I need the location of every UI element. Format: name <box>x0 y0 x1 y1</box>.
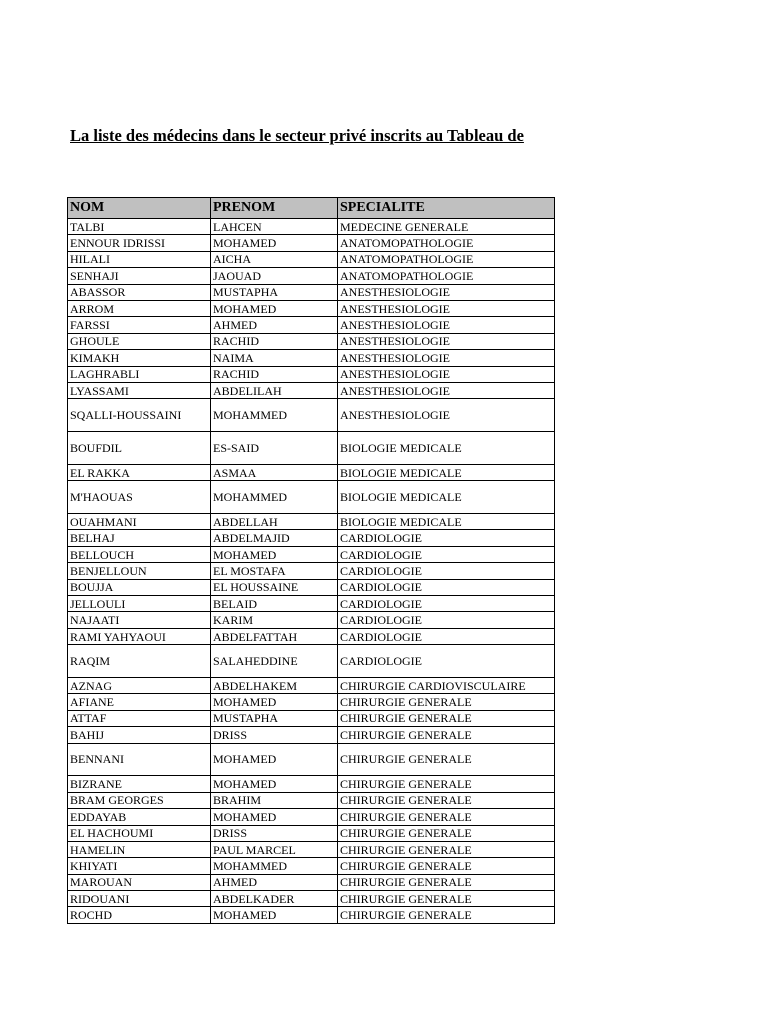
cell-specialite: ANATOMOPATHOLOGIE <box>338 268 555 284</box>
cell-nom: TALBI <box>68 219 211 235</box>
cell-prenom: ES-SAID <box>211 432 338 465</box>
cell-nom: SENHAJI <box>68 268 211 284</box>
table-row <box>68 874 555 890</box>
cell-specialite: ANESTHESIOLOGIE <box>338 333 555 349</box>
cell-specialite: CHIRURGIE GENERALE <box>338 825 555 841</box>
cell-specialite: CHIRURGIE GENERALE <box>338 727 555 743</box>
cell-nom: ABASSOR <box>68 284 211 300</box>
cell-nom: AZNAG <box>68 678 211 694</box>
cell-nom: NAJAATI <box>68 612 211 628</box>
cell-prenom: MOHAMED <box>211 694 338 710</box>
table-row <box>68 514 555 530</box>
cell-specialite: BIOLOGIE MEDICALE <box>338 464 555 480</box>
cell-prenom: ASMAA <box>211 464 338 480</box>
cell-specialite: CHIRURGIE GENERALE <box>338 743 555 776</box>
cell-prenom: PAUL MARCEL <box>211 841 338 857</box>
cell-specialite: CHIRURGIE GENERALE <box>338 891 555 907</box>
table-row <box>68 317 555 333</box>
cell-nom: LAGHRABLI <box>68 366 211 382</box>
table-row <box>68 628 555 644</box>
cell-nom: LYASSAMI <box>68 382 211 398</box>
cell-nom: SQALLI-HOUSSAINI <box>68 399 211 432</box>
table-row <box>68 366 555 382</box>
cell-specialite: ANESTHESIOLOGIE <box>338 317 555 333</box>
table-row <box>68 579 555 595</box>
cell-specialite: BIOLOGIE MEDICALE <box>338 514 555 530</box>
cell-specialite: ANESTHESIOLOGIE <box>338 350 555 366</box>
cell-nom: OUAHMANI <box>68 514 211 530</box>
cell-specialite: BIOLOGIE MEDICALE <box>338 481 555 514</box>
cell-specialite: ANESTHESIOLOGIE <box>338 399 555 432</box>
cell-specialite: CARDIOLOGIE <box>338 530 555 546</box>
cell-specialite: CHIRURGIE GENERALE <box>338 907 555 923</box>
cell-specialite: CHIRURGIE GENERALE <box>338 874 555 890</box>
table-body <box>68 219 555 924</box>
cell-prenom: ABDELHAKEM <box>211 678 338 694</box>
table-row <box>68 710 555 726</box>
cell-prenom: RACHID <box>211 333 338 349</box>
table-header-row <box>68 198 555 219</box>
cell-prenom: AICHA <box>211 251 338 267</box>
cell-nom: AFIANE <box>68 694 211 710</box>
cell-specialite: CHIRURGIE GENERALE <box>338 792 555 808</box>
cell-prenom: MOHAMED <box>211 743 338 776</box>
table-row <box>68 333 555 349</box>
table-row <box>68 792 555 808</box>
table-row <box>68 743 555 776</box>
cell-nom: FARSSI <box>68 317 211 333</box>
cell-specialite: CARDIOLOGIE <box>338 546 555 562</box>
table-row <box>68 596 555 612</box>
cell-prenom: SALAHEDDINE <box>211 645 338 678</box>
cell-prenom: MOHAMMED <box>211 858 338 874</box>
cell-nom: BENJELLOUN <box>68 563 211 579</box>
table-row <box>68 268 555 284</box>
cell-nom: EL HACHOUMI <box>68 825 211 841</box>
cell-nom: ROCHD <box>68 907 211 923</box>
table-row <box>68 809 555 825</box>
cell-nom: KIMAKH <box>68 350 211 366</box>
cell-prenom: ABDELMAJID <box>211 530 338 546</box>
cell-nom: RAQIM <box>68 645 211 678</box>
table-row <box>68 432 555 465</box>
table-row <box>68 350 555 366</box>
cell-nom: MAROUAN <box>68 874 211 890</box>
cell-prenom: DRISS <box>211 727 338 743</box>
cell-nom: GHOULE <box>68 333 211 349</box>
doctors-table <box>67 197 555 924</box>
cell-prenom: AHMED <box>211 874 338 890</box>
cell-prenom: NAIMA <box>211 350 338 366</box>
header-prenom: PRENOM <box>211 198 338 219</box>
table-row <box>68 727 555 743</box>
cell-specialite: ANESTHESIOLOGIE <box>338 300 555 316</box>
table-row <box>68 907 555 923</box>
cell-nom: BELLOUCH <box>68 546 211 562</box>
cell-specialite: CHIRURGIE GENERALE <box>338 710 555 726</box>
cell-nom: BRAM GEORGES <box>68 792 211 808</box>
table-row <box>68 251 555 267</box>
table-row <box>68 464 555 480</box>
cell-nom: BOUFDIL <box>68 432 211 465</box>
cell-prenom: KARIM <box>211 612 338 628</box>
cell-specialite: CARDIOLOGIE <box>338 596 555 612</box>
cell-specialite: ANATOMOPATHOLOGIE <box>338 251 555 267</box>
cell-nom: ARROM <box>68 300 211 316</box>
cell-nom: BIZRANE <box>68 776 211 792</box>
cell-nom: M'HAOUAS <box>68 481 211 514</box>
table-row <box>68 891 555 907</box>
cell-specialite: MEDECINE GENERALE <box>338 219 555 235</box>
table-row <box>68 300 555 316</box>
cell-prenom: ABDELFATTAH <box>211 628 338 644</box>
cell-prenom: DRISS <box>211 825 338 841</box>
cell-specialite: CHIRURGIE GENERALE <box>338 809 555 825</box>
table-row <box>68 219 555 235</box>
cell-specialite: CHIRURGIE GENERALE <box>338 841 555 857</box>
cell-specialite: CARDIOLOGIE <box>338 579 555 595</box>
cell-prenom: EL HOUSSAINE <box>211 579 338 595</box>
cell-nom: EL RAKKA <box>68 464 211 480</box>
cell-prenom: BRAHIM <box>211 792 338 808</box>
cell-prenom: MOHAMED <box>211 546 338 562</box>
cell-specialite: CARDIOLOGIE <box>338 628 555 644</box>
cell-specialite: CARDIOLOGIE <box>338 645 555 678</box>
cell-prenom: MOHAMMED <box>211 399 338 432</box>
cell-nom: ATTAF <box>68 710 211 726</box>
cell-specialite: ANESTHESIOLOGIE <box>338 284 555 300</box>
cell-prenom: MOHAMED <box>211 907 338 923</box>
table-row <box>68 530 555 546</box>
table-row <box>68 481 555 514</box>
cell-nom: BOUJJA <box>68 579 211 595</box>
table-row <box>68 776 555 792</box>
cell-nom: KHIYATI <box>68 858 211 874</box>
header-nom: NOM <box>68 198 211 219</box>
table-row <box>68 825 555 841</box>
cell-nom: BENNANI <box>68 743 211 776</box>
cell-prenom: BELAID <box>211 596 338 612</box>
cell-nom: BAHIJ <box>68 727 211 743</box>
cell-specialite: ANATOMOPATHOLOGIE <box>338 235 555 251</box>
cell-nom: ENNOUR IDRISSI <box>68 235 211 251</box>
cell-nom: HILALI <box>68 251 211 267</box>
cell-prenom: ABDELILAH <box>211 382 338 398</box>
cell-specialite: CHIRURGIE GENERALE <box>338 694 555 710</box>
cell-nom: EDDAYAB <box>68 809 211 825</box>
table-row <box>68 841 555 857</box>
cell-prenom: ABDELLAH <box>211 514 338 530</box>
cell-specialite: CARDIOLOGIE <box>338 563 555 579</box>
cell-prenom: ABDELKADER <box>211 891 338 907</box>
cell-prenom: AHMED <box>211 317 338 333</box>
table-row <box>68 235 555 251</box>
table-row <box>68 694 555 710</box>
cell-specialite: CHIRURGIE GENERALE <box>338 858 555 874</box>
cell-nom: JELLOULI <box>68 596 211 612</box>
table-row <box>68 645 555 678</box>
cell-nom: RAMI YAHYAOUI <box>68 628 211 644</box>
cell-prenom: MUSTAPHA <box>211 284 338 300</box>
cell-prenom: RACHID <box>211 366 338 382</box>
cell-specialite: CHIRURGIE CARDIOVISCULAIRE <box>338 678 555 694</box>
cell-specialite: ANESTHESIOLOGIE <box>338 382 555 398</box>
cell-prenom: EL MOSTAFA <box>211 563 338 579</box>
cell-specialite: BIOLOGIE MEDICALE <box>338 432 555 465</box>
cell-prenom: MOHAMMED <box>211 481 338 514</box>
table-row <box>68 399 555 432</box>
cell-nom: RIDOUANI <box>68 891 211 907</box>
cell-prenom: MOHAMED <box>211 300 338 316</box>
table-row <box>68 546 555 562</box>
header-specialite: SPECIALITE <box>338 198 555 219</box>
table-row <box>68 563 555 579</box>
table-row <box>68 382 555 398</box>
cell-specialite: ANESTHESIOLOGIE <box>338 366 555 382</box>
table-row <box>68 284 555 300</box>
cell-prenom: MUSTAPHA <box>211 710 338 726</box>
cell-prenom: MOHAMED <box>211 776 338 792</box>
cell-nom: HAMELIN <box>68 841 211 857</box>
cell-specialite: CHIRURGIE GENERALE <box>338 776 555 792</box>
cell-specialite: CARDIOLOGIE <box>338 612 555 628</box>
table-row <box>68 612 555 628</box>
table-row <box>68 678 555 694</box>
document-title: La liste des médecins dans le secteur privé inscrits au Tableau de <box>70 126 524 145</box>
cell-prenom: LAHCEN <box>211 219 338 235</box>
table-row <box>68 858 555 874</box>
cell-nom: BELHAJ <box>68 530 211 546</box>
cell-prenom: MOHAMED <box>211 809 338 825</box>
cell-prenom: JAOUAD <box>211 268 338 284</box>
cell-prenom: MOHAMED <box>211 235 338 251</box>
